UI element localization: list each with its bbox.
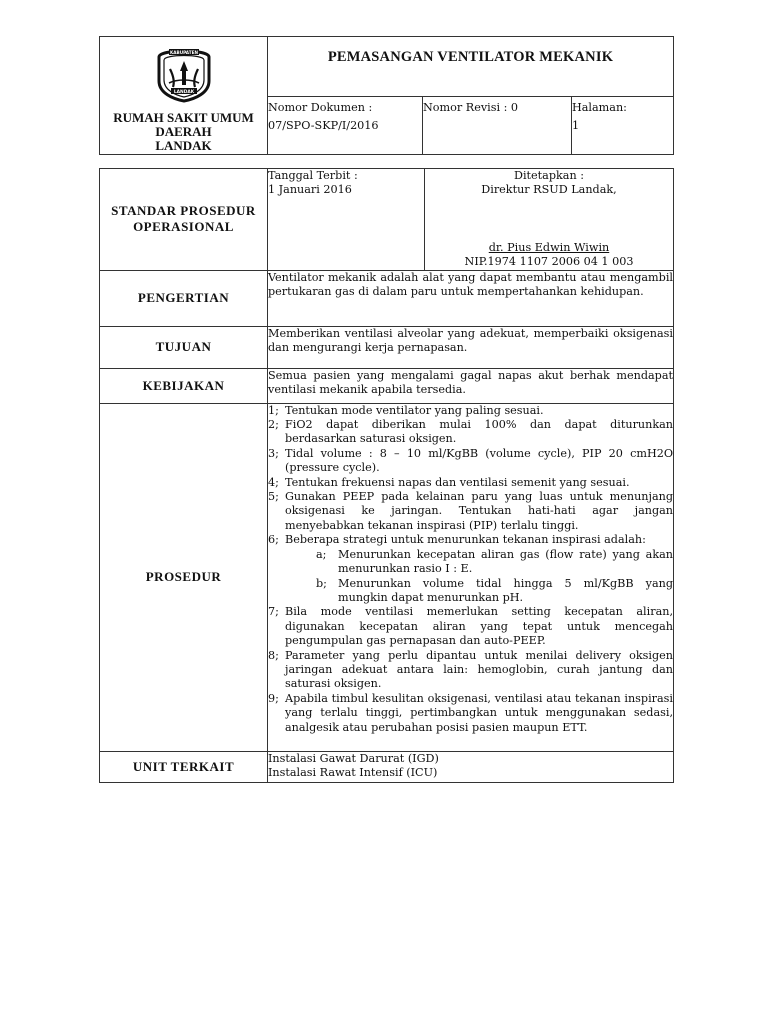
pengertian-label: PENGERTIAN	[100, 270, 268, 326]
page-value: 1	[572, 119, 580, 132]
procedure-sub-list	[285, 548, 673, 606]
procedure-step: 3; Tidal volume : 8 – 10 ml/KgBB (volume cycle), PIP 20 cmH2O (pressure cycle).	[268, 446, 673, 475]
page-cell	[572, 97, 674, 155]
procedure-step: 5; Gunakan PEEP pada kelainan paru yang luas untuk menunjang oksigenasi ke jaringan. Tentukan hati-hati agar jangan menyebabkan tekanan inspirasi (PIP) terlalu tinggi.	[268, 490, 673, 532]
issued-date-value: 1 Januari 2016	[268, 183, 352, 197]
hospital-logo	[151, 45, 217, 103]
doc-number-label: Nomor Dokumen :	[268, 101, 373, 114]
unit-line-1: Instalasi Gawat Darurat (IGD)	[268, 751, 439, 765]
kebijakan-label: KEBIJAKAN	[100, 368, 268, 403]
procedure-step: 7; Bila mode ventilasi memerlukan setting kecepatan aliran, digunakan kecepatan aliran yang tepat untuk mencegah pengumpulan gas pernapasan dan auto-PEEP.	[268, 605, 673, 648]
prosedur-label: PROSEDUR	[100, 403, 268, 751]
signer-nip: NIP.1974 1107 2006 04 1 003	[464, 255, 634, 269]
procedure-list	[268, 404, 673, 735]
approval-position: Direktur RSUD Landak,	[481, 183, 617, 197]
approval-cell	[425, 169, 674, 271]
tujuan-label: TUJUAN	[100, 326, 268, 368]
page-label: Halaman:	[572, 101, 627, 114]
approval-label: Ditetapkan :	[514, 169, 584, 182]
procedure-step: 1; Tentukan mode ventilator yang paling sesuai.	[268, 403, 544, 417]
issued-date-label: Tanggal Terbit :	[268, 169, 358, 182]
hospital-name-line-1: RUMAH SAKIT UMUM	[113, 110, 254, 125]
hospital-name	[100, 111, 267, 153]
procedure-sub-step: a; Menurunkan kecepatan aliran gas (flow rate) yang akan menurunkan rasio I : E.	[316, 547, 673, 576]
doc-number-value: 07/SPO-SKP/I/2016	[268, 119, 379, 132]
svg-text:KABUPATEN: KABUPATEN	[169, 49, 198, 55]
issued-date-cell	[268, 169, 425, 271]
svg-text:LANDAK: LANDAK	[173, 89, 194, 95]
tujuan-text: Memberikan ventilasi alveolar yang adekuat, memperbaiki oksigenasi dan mengurangi kerja pernapasan.	[268, 326, 674, 368]
signer-name: dr. Pius Edwin Wiwin	[488, 240, 610, 254]
document-title: PEMASANGAN VENTILATOR MEKANIK	[268, 37, 674, 97]
revision-cell	[423, 97, 572, 155]
unit-terkait-cell	[268, 751, 674, 782]
sop-label-line-1: STANDAR PROSEDUR	[111, 203, 256, 219]
revision-label: Nomor Revisi : 0	[423, 101, 519, 114]
sop-label-line-2: OPERASIONAL	[133, 219, 234, 235]
hospital-name-line-2: DAERAH	[155, 124, 212, 139]
kebijakan-text: Semua pasien yang mengalami gagal napas akut berhak mendapat ventilasi mekanik apabila tersedia.	[268, 368, 674, 403]
hospital-name-line-3: LANDAK	[155, 138, 212, 153]
doc-number-cell	[268, 97, 423, 155]
sop-label-cell	[100, 169, 268, 271]
procedure-step: 9; Apabila timbul kesulitan oksigenasi, ventilasi atau tekanan inspirasi yang terlalu tinggi, pertimbangkan untuk menggunakan sedasi, analgesik atau perubahan posisi pasien maupun ETT.	[268, 691, 673, 734]
header-table	[99, 36, 674, 155]
procedure-step: 6; Beberapa strategi untuk menurunkan tekanan inspirasi adalah: a; Menurunkan kecepatan aliran gas (flow rate) yang akan menurunkan rasio I : E. b; Menurunkan volume tidal hingga 5 ml/KgBB yang mungkin dapat menurunkan pH.	[268, 533, 673, 604]
pengertian-text: Ventilator mekanik adalah alat yang dapat membantu atau mengambil pertukaran gas di dalam paru untuk mempertahankan kehidupan.	[268, 270, 674, 326]
procedure-step: 4; Tentukan frekuensi napas dan ventilasi semenit yang sesuai.	[268, 475, 630, 489]
procedure-step: 2; FiO2 dapat diberikan mulai 100% dan dapat diturunkan berdasarkan saturasi oksigen.	[268, 418, 673, 446]
sop-table	[99, 168, 674, 783]
procedure-sub-step: b; Menurunkan volume tidal hingga 5 ml/KgBB yang mungkin dapat menurunkan pH.	[316, 576, 673, 604]
unit-terkait-label: UNIT TERKAIT	[100, 751, 268, 782]
unit-line-2: Instalasi Rawat Intensif (ICU)	[268, 766, 438, 780]
hospital-cell	[100, 37, 268, 155]
procedure-step: 8; Parameter yang perlu dipantau untuk menilai delivery oksigen jaringan adekuat antara lain: hemoglobin, curah jantung dan saturasi oksigen.	[268, 648, 673, 691]
prosedur-content	[268, 403, 674, 751]
